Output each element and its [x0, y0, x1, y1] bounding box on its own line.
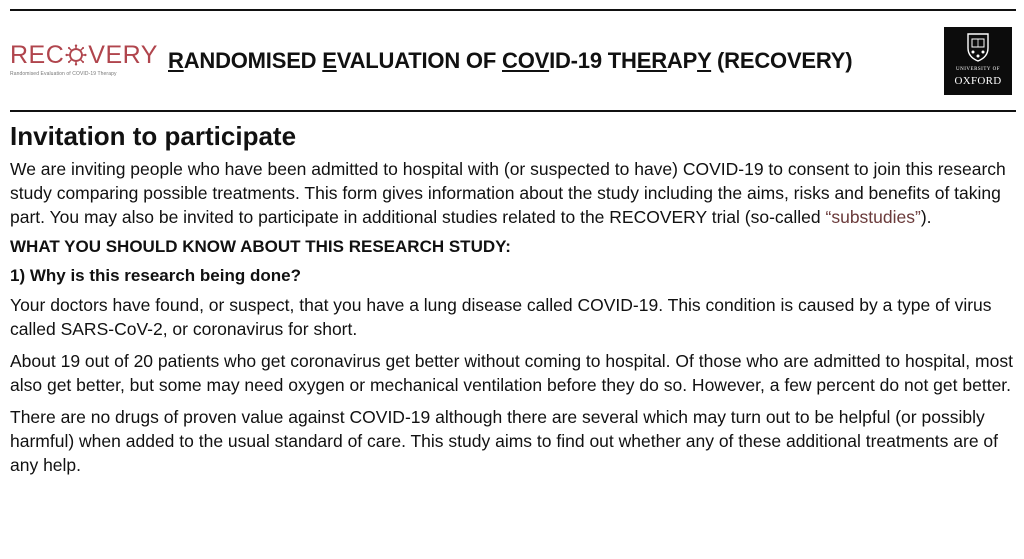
paragraph-recovery-rate: About 19 out of 20 patients who get coronavirus get better without coming to hospital. Of those who are admitted to hospital, most also get better, but some may need oxygen or mechanical ventilation before they do so. However, a few percent do not get better.	[10, 351, 1013, 395]
page-title-text: RANDOMISED EVALUATION OF COVID-19 THERAPY (RECOVERY)	[168, 48, 853, 73]
oxford-logo	[944, 27, 1012, 95]
intro-paragraph	[10, 157, 1016, 229]
oxford-logo-name: OXFORD	[954, 75, 1002, 87]
header-rule	[10, 110, 1016, 112]
recovery-logo-wordmark	[10, 42, 160, 68]
paragraph-treatments: There are no drugs of proven value against COVID-19 although there are several which may turn out to be helpful (or possibly harmful) when added to the usual standard of care. This study aims to find out whether any of these additional treatments are of any help.	[10, 407, 999, 475]
question-1-heading: 1) Why is this research being done?	[10, 266, 301, 285]
intro-quote: “substudies”	[825, 207, 921, 227]
oxford-logo-university-of: UNIVERSITY OF	[956, 67, 1000, 72]
recovery-logo	[10, 42, 160, 92]
recovery-logo-text-left: REC	[10, 41, 65, 69]
document-header	[10, 12, 1016, 108]
recovery-logo-subtitle: Randomised Evaluation of COVID-19 Therapy	[10, 71, 117, 77]
recovery-logo-text-right: VERY	[88, 41, 158, 69]
page-title	[168, 48, 852, 74]
top-rule	[10, 9, 1016, 11]
know-heading: WHAT YOU SHOULD KNOW ABOUT THIS RESEARCH STUDY:	[10, 237, 511, 256]
intro-text: We are inviting people who have been admitted to hospital with (or suspected to have) COVID-19 to consent to join this research study comparing possible treatments. This form gives information about the study including the aims, risks and benefits of taking part. You may also be invited to participate in additional studies related to the RECOVERY trial (so-called	[10, 159, 1006, 227]
section-title: Invitation to participate	[10, 121, 297, 151]
intro-text-end: ).	[920, 207, 932, 227]
document-body	[10, 118, 1016, 477]
paragraph-covid-cause: Your doctors have found, or suspect, that you have a lung disease called COVID-19. This condition is caused by a type of virus called SARS-CoV-2, or coronavirus for short.	[10, 295, 992, 339]
virus-icon	[65, 44, 87, 66]
crest-icon	[966, 32, 990, 62]
